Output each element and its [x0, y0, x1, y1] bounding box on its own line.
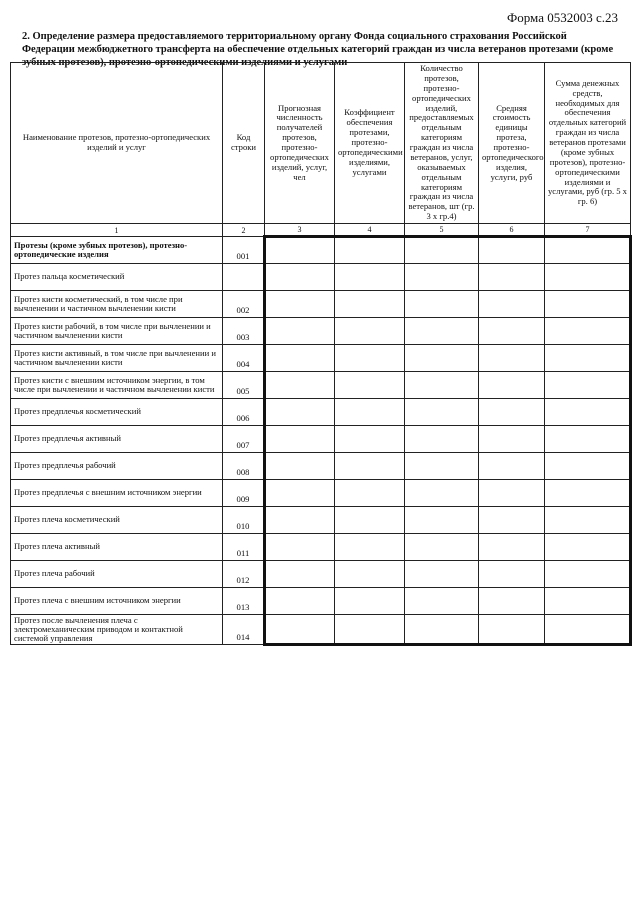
table-row	[11, 318, 631, 345]
col-header-average-cost: Средняя стоимость единицы протеза, протезно-ортопедического изделия, услуги, руб	[479, 63, 545, 224]
value-cell[interactable]	[479, 534, 545, 561]
value-cell[interactable]	[405, 507, 479, 534]
value-cell[interactable]	[335, 426, 405, 453]
table-row	[11, 426, 631, 453]
col-number: 6	[479, 224, 545, 237]
value-cell[interactable]	[265, 399, 335, 426]
value-cell[interactable]	[335, 453, 405, 480]
row-name: Протезы (кроме зубных протезов), протезно-ортопедические изделия	[11, 237, 223, 264]
col-header-code: Код строки	[223, 63, 265, 224]
value-cell[interactable]	[479, 453, 545, 480]
value-cell[interactable]	[479, 426, 545, 453]
value-cell[interactable]	[335, 345, 405, 372]
section-title: 2. Определение размера предоставляемого территориальному органу Фонда социального страхования Российской Федерации межбюджетного трансферта на обеспечение отдельных категорий граждан из числа ветеранов протезами (кроме зубных протезов), протезно-ортопедическими изделиями и услугами	[22, 31, 614, 69]
col-number: 1	[11, 224, 223, 237]
table-row	[11, 291, 631, 318]
row-name: Протез плеча рабочий	[11, 561, 223, 588]
table-row	[11, 237, 631, 264]
value-cell[interactable]	[335, 561, 405, 588]
table-row	[11, 480, 631, 507]
row-code: 014	[223, 615, 265, 645]
col-number: 5	[405, 224, 479, 237]
table-row	[11, 453, 631, 480]
value-cell[interactable]	[405, 345, 479, 372]
value-cell[interactable]	[335, 372, 405, 399]
value-cell[interactable]	[479, 345, 545, 372]
value-cell[interactable]	[265, 426, 335, 453]
row-code: 008	[223, 453, 265, 480]
value-cell[interactable]	[265, 291, 335, 318]
value-cell[interactable]	[405, 237, 479, 264]
table-row	[11, 372, 631, 399]
value-cell[interactable]	[335, 507, 405, 534]
row-code: 006	[223, 399, 265, 426]
row-name: Протез предплечья рабочий	[11, 453, 223, 480]
value-cell[interactable]	[479, 318, 545, 345]
row-code: 003	[223, 318, 265, 345]
value-cell[interactable]	[479, 237, 545, 264]
value-cell[interactable]	[545, 561, 631, 588]
value-cell[interactable]	[335, 615, 405, 645]
value-cell[interactable]	[545, 318, 631, 345]
value-cell[interactable]	[479, 291, 545, 318]
value-cell[interactable]	[265, 615, 335, 645]
value-cell[interactable]	[405, 399, 479, 426]
row-name: Протез предплечья активный	[11, 426, 223, 453]
value-cell[interactable]	[479, 372, 545, 399]
value-cell[interactable]	[405, 534, 479, 561]
row-code: 002	[223, 291, 265, 318]
value-cell[interactable]	[545, 453, 631, 480]
value-cell[interactable]	[545, 264, 631, 291]
row-name: Протез плеча с внешним источником энергии	[11, 588, 223, 615]
col-header-total-sum: Сумма денежных средств, необходимых для обеспечения отдельных категорий граждан из числа ветеранов протезами (кроме зубных протезов), протезно-ортопедическими изделиями и услугами, руб (гр. 5 х гр. 6)	[545, 63, 631, 224]
row-name: Протез плеча косметический	[11, 507, 223, 534]
col-header-quantity: Количество протезов, протезно-ортопедических изделий, предоставляемых отдельным категориям граждан из числа ветеранов, услуг, оказываемых отдельным категориям граждан из числа ветеранов, шт (гр. 3 х гр.4)	[405, 63, 479, 224]
value-cell[interactable]	[265, 534, 335, 561]
value-cell[interactable]	[335, 237, 405, 264]
value-cell[interactable]	[405, 372, 479, 399]
table-row	[11, 507, 631, 534]
form-code: Форма 0532003 с.23	[506, 10, 618, 25]
row-name: Протез плеча активный	[11, 534, 223, 561]
value-cell[interactable]	[479, 507, 545, 534]
col-number: 7	[545, 224, 631, 237]
value-cell[interactable]	[265, 561, 335, 588]
value-cell[interactable]	[265, 480, 335, 507]
value-cell[interactable]	[545, 534, 631, 561]
row-code: 009	[223, 480, 265, 507]
value-cell[interactable]	[335, 534, 405, 561]
row-name: Протез после вычленения плеча с электромеханическим приводом и контактной системой управления	[11, 615, 223, 645]
row-code: 005	[223, 372, 265, 399]
value-cell[interactable]	[545, 372, 631, 399]
table-row	[11, 615, 631, 645]
value-cell[interactable]	[479, 588, 545, 615]
table-row	[11, 588, 631, 615]
row-name: Протез кисти рабочий, в том числе при вычленении и частичном вычленении кисти	[11, 318, 223, 345]
value-cell[interactable]	[335, 399, 405, 426]
row-name: Протез предплечья косметический	[11, 399, 223, 426]
value-cell[interactable]	[545, 345, 631, 372]
value-cell[interactable]	[545, 507, 631, 534]
header-row	[11, 63, 631, 224]
value-cell[interactable]	[405, 264, 479, 291]
value-cell[interactable]	[265, 372, 335, 399]
value-cell[interactable]	[479, 480, 545, 507]
value-cell[interactable]	[405, 318, 479, 345]
row-code: 004	[223, 345, 265, 372]
col-header-forecast-count: Прогнозная численность получателей протезов, протезно-ортопедических изделий, услуг, чел	[265, 63, 335, 224]
value-cell[interactable]	[545, 237, 631, 264]
col-number: 3	[265, 224, 335, 237]
table-row	[11, 264, 631, 291]
value-cell[interactable]	[265, 345, 335, 372]
value-cell[interactable]	[479, 615, 545, 645]
value-cell[interactable]	[265, 507, 335, 534]
value-cell[interactable]	[545, 588, 631, 615]
row-name: Протез кисти с внешним источником энергии, в том числе при вычленении и частичном вычленении кисти	[11, 372, 223, 399]
row-code: 012	[223, 561, 265, 588]
row-name: Протез пальца косметический	[11, 264, 223, 291]
value-cell[interactable]	[545, 399, 631, 426]
column-number-row	[11, 224, 631, 237]
row-code	[223, 264, 265, 291]
transfer-table	[10, 62, 632, 646]
col-header-coefficient: Коэффициент обеспечения протезами, протезно-ортопедическими изделиями, услугами	[335, 63, 405, 224]
row-code: 010	[223, 507, 265, 534]
value-cell[interactable]	[405, 588, 479, 615]
value-cell[interactable]	[265, 237, 335, 264]
value-cell[interactable]	[405, 291, 479, 318]
row-code: 007	[223, 426, 265, 453]
col-number: 2	[223, 224, 265, 237]
table-body	[11, 237, 631, 645]
row-code: 001	[223, 237, 265, 264]
value-cell[interactable]	[405, 480, 479, 507]
value-cell[interactable]	[335, 318, 405, 345]
value-cell[interactable]	[545, 291, 631, 318]
table-row	[11, 345, 631, 372]
value-cell[interactable]	[335, 264, 405, 291]
value-cell[interactable]	[405, 426, 479, 453]
value-cell[interactable]	[335, 588, 405, 615]
value-cell[interactable]	[405, 453, 479, 480]
value-cell[interactable]	[479, 264, 545, 291]
row-code: 011	[223, 534, 265, 561]
value-cell[interactable]	[265, 453, 335, 480]
value-cell[interactable]	[335, 291, 405, 318]
row-name: Протез кисти активный, в том числе при вычленении и частичном вычленении кисти	[11, 345, 223, 372]
row-code: 013	[223, 588, 265, 615]
value-cell[interactable]	[479, 399, 545, 426]
value-cell[interactable]	[545, 426, 631, 453]
value-cell[interactable]	[479, 561, 545, 588]
row-name: Протез кисти косметический, в том числе при вычленении и частичном вычленении кисти	[11, 291, 223, 318]
table-row	[11, 534, 631, 561]
value-cell[interactable]	[545, 480, 631, 507]
row-name: Протез предплечья с внешним источником энергии	[11, 480, 223, 507]
value-cell[interactable]	[545, 615, 631, 645]
value-cell[interactable]	[265, 318, 335, 345]
table-row	[11, 561, 631, 588]
value-cell[interactable]	[405, 561, 479, 588]
value-cell[interactable]	[405, 615, 479, 645]
value-cell[interactable]	[265, 264, 335, 291]
table-row	[11, 399, 631, 426]
col-number: 4	[335, 224, 405, 237]
col-header-name: Наименование протезов, протезно-ортопедических изделий и услуг	[11, 63, 223, 224]
value-cell[interactable]	[265, 588, 335, 615]
value-cell[interactable]	[335, 480, 405, 507]
